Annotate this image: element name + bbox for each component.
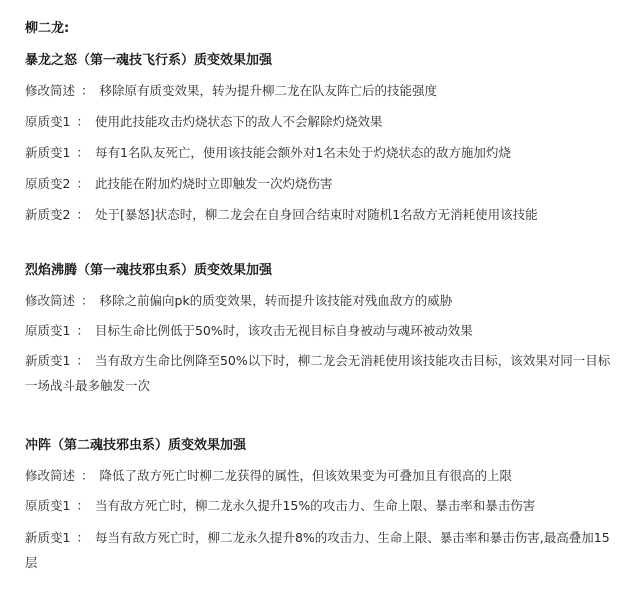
row-text: 当有敌方死亡时，柳二龙永久提升15%的攻击力、生命上限、暴击率和暴击伤害 <box>94 498 536 513</box>
row-colon: ： <box>76 323 89 338</box>
section-title: 烈焰沸腾（第一魂技邪虫系）质变效果加强 <box>25 263 273 278</box>
change-row <box>25 114 382 130</box>
row-text: 移除原有质变效果，转为提升柳二龙在队友阵亡后的技能强度 <box>99 83 438 98</box>
row-label: 修改简述 <box>25 293 76 308</box>
change-row <box>25 468 512 484</box>
row-colon: ： <box>76 498 89 513</box>
row-colon: ： <box>81 83 94 98</box>
row-colon: ： <box>76 114 89 129</box>
row-label: 新质变2 <box>25 207 71 222</box>
row-label: 新质变1 <box>25 530 71 545</box>
row-colon: ： <box>76 353 89 368</box>
change-row <box>25 293 452 309</box>
row-colon: ： <box>76 145 89 160</box>
change-row <box>25 530 610 546</box>
row-text: 降低了敌方死亡时柳二龙获得的属性，但该效果变为可叠加且有很高的上限 <box>99 468 513 483</box>
row-label: 修改简述 <box>25 468 76 483</box>
row-text: 每当有敌方死亡时，柳二龙永久提升8%的攻击力、生命上限、暴击率和暴击伤害,最高叠加15 <box>94 530 610 545</box>
row-label: 新质变1 <box>25 353 71 368</box>
change-row-continuation: 层 <box>25 555 38 570</box>
change-row <box>25 207 538 223</box>
row-colon: ： <box>76 176 89 191</box>
row-text: 移除之前偏向pk的质变效果，转而提升该技能对残血敌方的威胁 <box>99 293 453 308</box>
row-label: 原质变1 <box>25 114 71 129</box>
change-row <box>25 176 332 192</box>
row-colon: ： <box>81 468 94 483</box>
change-row <box>25 323 473 339</box>
row-label: 原质变1 <box>25 498 71 513</box>
row-text: 处于[暴怒]状态时，柳二龙会在自身回合结束时对随机1名敌方无消耗使用该技能 <box>94 207 538 222</box>
change-row-continuation: 一场战斗最多触发一次 <box>25 378 151 393</box>
change-row <box>25 145 511 161</box>
change-row <box>25 83 437 99</box>
row-text: 目标生命比例低于50%时，该攻击无视目标自身被动与魂环被动效果 <box>94 323 473 338</box>
row-label: 新质变1 <box>25 145 71 160</box>
row-label: 原质变1 <box>25 323 71 338</box>
row-colon: ： <box>81 293 94 308</box>
section-title: 冲阵（第二魂技邪虫系）质变效果加强 <box>25 438 247 453</box>
row-label: 原质变2 <box>25 176 71 191</box>
row-colon: ： <box>76 530 89 545</box>
row-text: 此技能在附加灼烧时立即触发一次灼烧伤害 <box>94 176 333 191</box>
section-title: 暴龙之怒（第一魂技飞行系）质变效果加强 <box>25 53 273 68</box>
page-heading: 柳二龙: <box>25 21 70 36</box>
row-label: 修改简述 <box>25 83 76 98</box>
row-text: 使用此技能攻击灼烧状态下的敌人不会解除灼烧效果 <box>94 114 383 129</box>
change-row <box>25 353 610 369</box>
row-text: 当有敌方生命比例降至50%以下时，柳二龙会无消耗使用该技能攻击目标，该效果对同一目标 <box>94 353 611 368</box>
row-colon: ： <box>76 207 89 222</box>
change-row <box>25 498 535 514</box>
row-text: 每有1名队友死亡，使用该技能会额外对1名未处于灼烧状态的敌方施加灼烧 <box>94 145 511 160</box>
